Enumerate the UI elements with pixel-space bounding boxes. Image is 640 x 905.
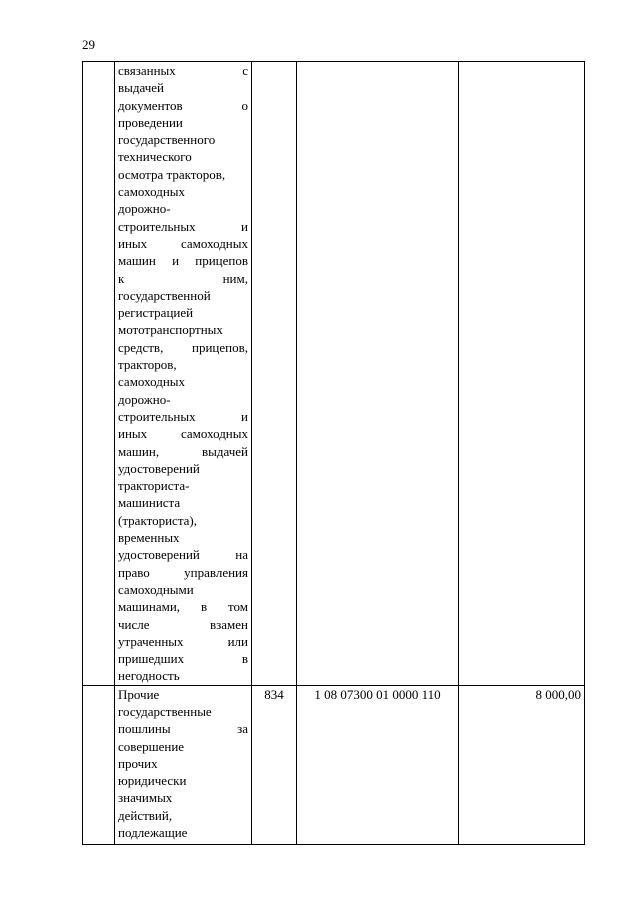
name-line: дорожно- [118,391,171,407]
admin-code-cell [252,62,297,686]
name-line: выдачей [118,80,165,96]
name-line: действий, [118,807,173,823]
name-line: строительных и [118,408,248,424]
name-line: самоходных [118,374,186,390]
name-line: дорожно- [118,201,171,217]
amount-cell [459,62,585,686]
name-line: временных [118,530,180,546]
name-line: негодность [118,668,180,684]
name-line: государственного [118,132,216,148]
name-line: удостоверений на [118,547,248,563]
name-line: прочих [118,755,158,771]
name-line: самоходных [118,184,186,200]
name-line: средств, прицепов, [118,339,248,355]
name-line: машин, выдачей [118,443,248,459]
name-line: подлежащие [118,825,188,841]
name-line: числе взамен [118,616,248,632]
name-line: самоходными [118,581,194,597]
name-line: удостоверений [118,460,200,476]
name-line: тракторов, [118,357,177,373]
row-number-cell [83,62,115,686]
name-line: юридически [118,773,187,789]
table-row [83,685,585,844]
name-line: регистрацией [118,305,194,321]
name-line: совершение [118,738,185,754]
name-line: государственной [118,287,211,303]
table-row [83,62,585,686]
name-line: Прочие [118,686,160,702]
amount-cell: 8 000,00 [459,685,585,844]
name-line: утраченных или [118,633,248,649]
kbk-code-cell: 1 08 07300 01 0000 110 [297,685,459,844]
budget-revenue-table [82,61,585,845]
name-line: осмотра тракторов, [118,166,226,182]
name-line: иных самоходных [118,235,248,251]
name-line: технического [118,149,192,165]
revenue-name-cell [115,62,252,686]
name-line: (тракториста), [118,512,198,528]
name-line: право управления [118,564,248,580]
kbk-code-cell [297,62,459,686]
name-line: связанных с [118,63,248,78]
name-line: государственные [118,703,212,719]
name-line: мототранспортных [118,322,223,338]
name-line: машин и прицепов [118,253,248,269]
name-line: проведении [118,114,183,130]
name-line: к ним, [118,270,248,286]
row-number-cell [83,685,115,844]
name-line: строительных и [118,218,248,234]
page-number: 29 [82,37,95,52]
revenue-name-cell [115,685,252,844]
name-line: иных самоходных [118,426,248,442]
admin-code-cell: 834 [252,685,297,844]
name-line: пришедших в [118,651,248,667]
name-line: тракториста- [118,478,190,494]
name-line: машиниста [118,495,181,511]
name-line: пошлины за [118,721,248,737]
name-line: документов о [118,97,248,113]
name-line: значимых [118,790,173,806]
name-line: машинами, в том [118,599,248,615]
